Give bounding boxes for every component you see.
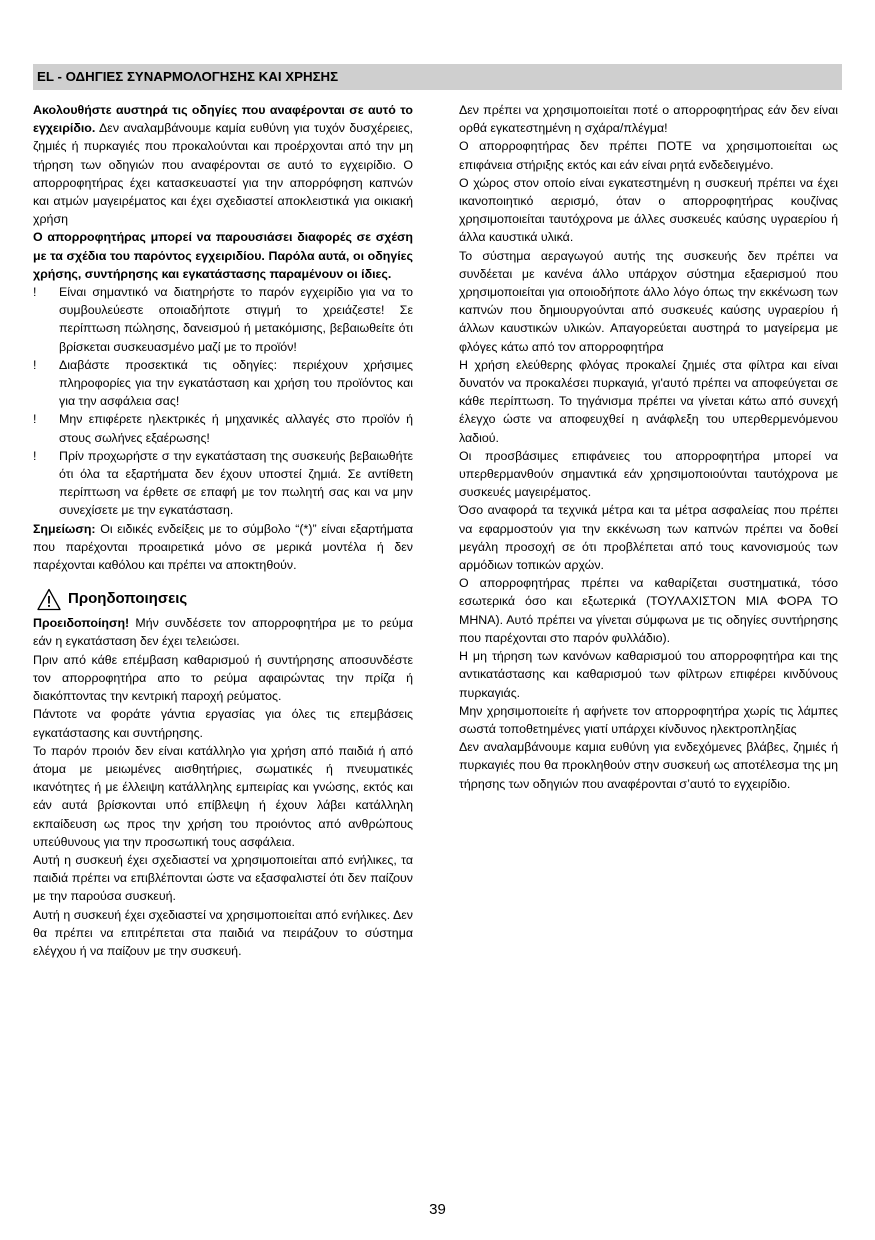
warning-triangle-icon — [37, 588, 61, 611]
page-number: 39 — [429, 1201, 446, 1218]
paragraph: Ο απορροφητήρας πρέπει να καθαρίζεται συστηματικά, τόσο εσωτερικά όσο και εξωτερικά (ΤΟΥΛΑΧΙΣΤΟΝ ΜΙΑ ΦΟΡΑ ΤΟ ΜΗΝΑ). Αυτό πρέπει να γίνεται σύμφωνα με τις οδηγίες συντήρησης που παρέχονται στο παρόν φυλλάδιο). — [459, 576, 838, 645]
paragraph: Ο απορροφητήρας δεν πρέπει ΠΟΤΕ να χρησιμοποιείται ως επιφάνεια στήριξης εκτός και εάν είναι ρητά ενδεδειγμένο. — [459, 139, 838, 172]
paragraph: Όσο αναφορά τα τεχνικά μέτρα και τα μέτρα ασφαλείας που πρέπει να εφαρμοστούν για την εκκένωση των καπνών πρέπει να δοθεί μεγάλη προσοχή σε ότι προβλέπεται από τους κανονισμούς των αρμόδιων τοπικών αρχών. — [459, 503, 838, 573]
intro-paragraph — [33, 101, 413, 228]
paragraph: Αυτή η συσκευή έχει σχεδιαστεί να χρησιμοποιείται από ενήλικες, τα παιδιά πρέπει να επιβλέπονται ώστε να εξασφαλιστεί ότι δεν παίζουν με την παρούσα συσκευή. — [33, 852, 413, 904]
note-label: Σημείωση: — [33, 521, 96, 536]
left-column — [33, 101, 413, 960]
warning-paragraph — [33, 614, 413, 650]
paragraph: Μην χρησιμοποιείτε ή αφήνετε τον απορροφητήρα χωρίς τις λάμπες σωστά τοποθετημένες γιατί υπάρχει κίνδυνος ηλεκτροπληξίας — [459, 703, 838, 736]
bullet-item — [33, 283, 413, 356]
warning-text: Μήν συνδέσετε τον απορροφητήρα με το ρεύμα εάν η εγκατάσταση δεν έχει τελειώσει. — [33, 616, 413, 649]
paragraph: Η μη τήρηση των κανόνων καθαρισμού του απορροφητήρα και της αντικατάστασης και καθαρισμού των φίλτρων επιφέρει κινδύνους πυρκαγιάς. — [459, 649, 838, 700]
bullet-text: Διαβάστε προσεκτικά τις οδηγίες: περιέχουν χρήσιμες πληροφορίες για την εγκατάσταση και χρήση του προϊόντος και για την ασφάλεια σας! — [59, 357, 413, 409]
intro-bold: Ακολουθήστε αυστηρά τις οδηγίες που αναφέρονται σε αυτό το εγχειρίδιο. — [33, 103, 413, 136]
paragraph: Δεν πρέπει να χρησιμοποιείται ποτέ ο απορροφητήρας εάν δεν είναι ορθά εγκατεστημένη η σχάρα/πλέγμα! — [459, 103, 838, 136]
intro-text: Δεν αναλαμβάνουμε καμία ευθύνη για τυχόν δυσχέρειες, ζημιές ή πυρκαγιές που προκαλούνται και προέρχονται από την μη τήρηση των οδηγιών που αναφέρονται σε αυτό το εγχειρίδιο. Ο απορροφητήρας έχει κατασκευαστεί για την απορρόφηση καπνών και ατμών μαγειρέματος και έχει σχεδιαστεί αποκλειστικά για οικιακή χρήση — [33, 121, 413, 227]
paragraph: Ο χώρος στον οποίο είναι εγκατεστημένη η συσκευή πρέπει να έχει ικανοποιητικό αερισμό, όταν ο απορροφητήρας κουζίνας χρησιμοποιείται ταυτόχρονα με άλλες συσκευές καύσης υγραερίου ή άλλα καυστικά υλικά. — [459, 175, 838, 245]
bullet-item — [33, 410, 413, 446]
bullet-text: Είναι σημαντικό να διατηρήστε το παρόν εγχειρίδιο για να το συμβουλεύεστε οποιαδήποτε στιγμή το χρειάζεστε! Σε περίπτωση πώλησης, δανεισμού ή μετακόμισης, βεβαιωθείτε ότι βρίσκεται συσκευασμένο μαζί με το προϊόν! — [59, 285, 413, 354]
warnings-heading — [33, 586, 413, 612]
warnings-title: Προηδοποιησεις — [68, 590, 188, 608]
section-title: EL - ΟΔΗΓΙΕΣ ΣΥΝΑΡΜΟΛΟΓΗΣΗΣ ΚΑΙ ΧΡΗΣΗΣ — [37, 69, 339, 84]
paragraph: Η χρήση ελεύθερης φλόγας προκαλεί ζημιές στα φίλτρα και είναι δυνατόν να προκαλέσει πυρκαγιά, γι'αυτό πρέπει να αποφεύγεται σε κάθε περίπτωση. Το τηγάνισμα πρέπει να γίνεται κάτω από συνεχή έλεγχο ώστε να αποφευχθεί η ανάφλεξη του υπερθερμενόμενου λαδιού. — [459, 357, 838, 445]
paragraph: Το παρόν προιόν δεν είναι κατάλληλο για χρήση από παιδιά ή από άτομα με μειωμένες αισθητήριες, σωματικές ή πνευματικές ικανότητες ή με έλλειψη κατάλληλης εμπειρίας και γνώσης, εκτός και εάν αυτά βρίσκονται υπό επίβλεψη ή έχουν λάβει κατάλληλη εκπαίδευση ως προς την χρήση του προιόντος από ανθρώπους υπεύθυνους για την προσωπική τους ασφάλεια. — [33, 743, 413, 849]
bullet-item — [33, 356, 413, 411]
paragraph: Το σύστημα αεραγωγού αυτής της συσκευής δεν πρέπει να συνδέεται με κανένα άλλο υπάρχον σύστημα εξαερισμού που χρησιμοποιείται για οποιοδήποτε άλλο λόγο όπως την εκκένωση των καπνών που δημιουργούνται από συσκευές καύσης υγραερίου ή άλλων καυστικών υλικών. Απαγορεύεται αυστηρά το μαγείρεμα με φλόγες κάτω από τον απορροφητήρα — [459, 248, 838, 354]
section-header — [33, 64, 842, 90]
bullet-item — [33, 447, 413, 520]
paragraph: Πριν από κάθε επέμβαση καθαρισμού ή συντήρησης αποσυνδέστε τον απορροφητήρα απο το ρεύμα αφαιρώντας την πρίζα ή διακόπτοντας την κεντρική παροχή ρεύματος. — [33, 652, 413, 704]
right-column — [459, 101, 838, 793]
exclamation-mark: ! — [33, 285, 37, 300]
exclamation-mark: ! — [33, 412, 37, 427]
bullet-text: Πρίν προχωρήστε σ την εγκατάσταση της συσκευής βεβαιωθήτε ότι όλα τα εξαρτήματα δεν έχουν υποστεί ζημιά. Σε αντίθετη περίπτωση να έρθετε σε επαφή με τον πωλητή σας και να μην συνεχίσετε με την εγκατάσταση. — [59, 448, 413, 518]
note-text: Οι ειδικές ενδείξεις με το σύμβολο “(*)” είναι εξαρτήματα που παρέχονται προαιρετικά μόνο σε μερικά μοντέλα ή δεν παρέχονται καθόλου και πρέπει να αποκτηθούν. — [33, 521, 413, 573]
warning-label: Προειδοποίηση! — [33, 616, 130, 631]
note-paragraph — [33, 520, 413, 575]
paragraph: Πάντοτε να φοράτε γάντια εργασίας για όλες τις επεμβάσεις εγκατάστασης και συντήρησης. — [33, 707, 413, 740]
paragraph: Αυτή η συσκευή έχει σχεδιαστεί να χρησιμοποιείται από ενήλικες. Δεν θα πρέπει να επιτρέπεται στα παιδιά να πειράζουν το σύστημα ελέγχου ή να παίζουν με την συσκευή. — [33, 907, 413, 958]
bullet-text: Μην επιφέρετε ηλεκτρικές ή μηχανικές αλλαγές στο προϊόν ή στους σωλήνες εξαέρωσης! — [59, 412, 413, 445]
paragraph: Οι προσβάσιμες επιφάνειες του απορροφητήρα μπορεί να υπερθερμανθούν σημαντικά εάν χρησιμοποιούνται ταυτόχρονα με συσκευές μαγειρέματος. — [459, 448, 838, 500]
paragraph: Δεν αναλαμβάνουμε καμια ευθύνη για ενδεχόμενες βλάβες, ζημιές ή πυρκαγιές που θα προκληθούν στην συσκευή ως αποτέλεσμα της μη τήρησης των οδηγιών που αναφέρονται σ’αυτό το εγχειρίδιο. — [459, 740, 838, 791]
exclamation-mark: ! — [33, 357, 37, 372]
bold-paragraph: Ο απορροφητήρας μπορεί να παρουσιάσει διαφορές σε σχέση με τα σχέδια του παρόντος εγχειριδίου. Παρόλα αυτά, οι οδηγίες χρήσης, συντήρησης και εγκατάστασης παραμένουν οι ίδιες. — [33, 230, 413, 281]
exclamation-mark: ! — [33, 448, 37, 463]
